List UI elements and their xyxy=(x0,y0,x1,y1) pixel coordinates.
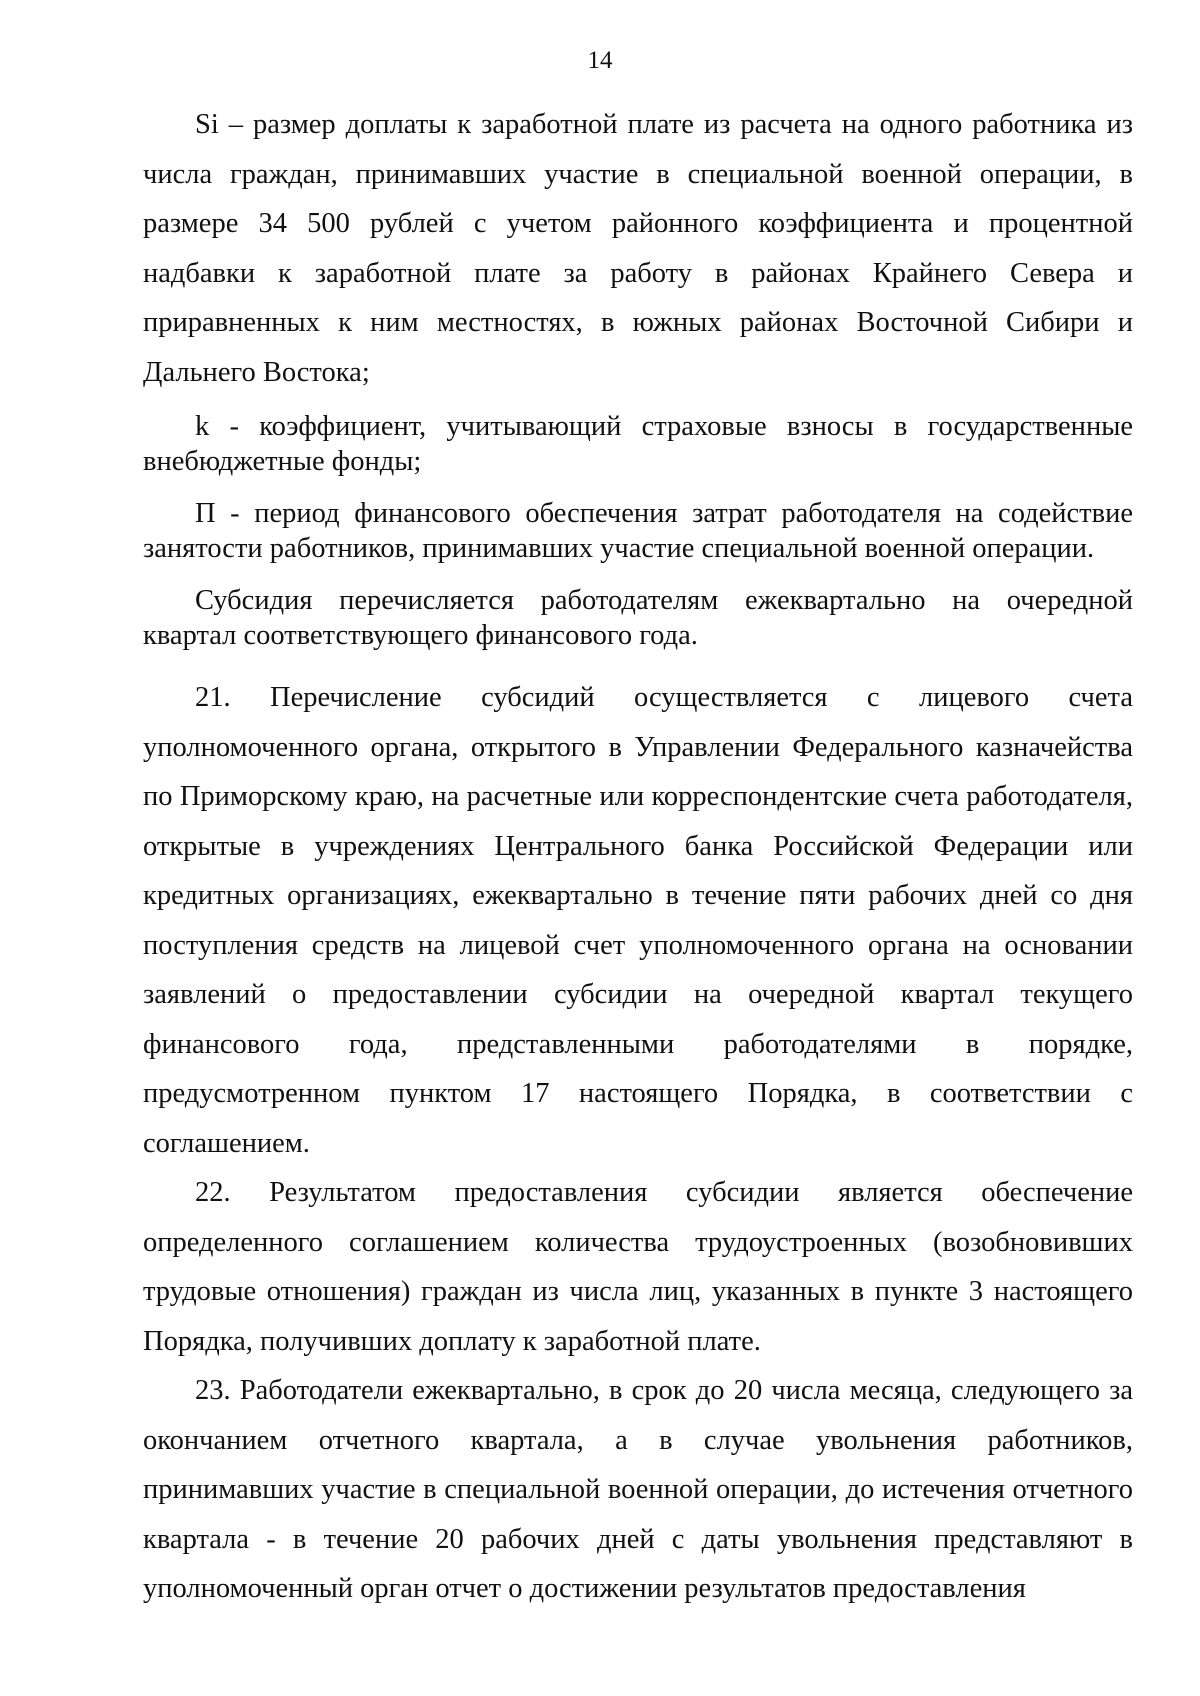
document-body xyxy=(143,100,1133,1614)
paragraph-si-definition: Si – размер доплаты к заработной плате из расчета на одного работника из числа граждан, принимавших участие в специальной военной операции, в размере 34 500 рублей с учетом районного коэффициента и процентной надбавки к заработной плате за работу в районах Крайнего Севера и приравненных к ним местностях, в южных районах Восточной Сибири и Дальнего Востока; xyxy=(143,109,1133,388)
paragraph-subsidy-transfer: Субсидия перечисляется работодателям ежеквартально на очередной квартал соответствующего финансового года. xyxy=(143,585,1133,651)
paragraph-k-definition: k - коэффициент, учитывающий страховые взносы в государственные внебюджетные фонды; xyxy=(143,411,1133,477)
page-number: 14 xyxy=(587,47,613,74)
paragraph-item-22: 22. Результатом предоставления субсидии является обеспечение определенного соглашением количества трудоустроенных (возобновивших трудовые отношения) граждан из числа лиц, указанных в пункте 3 настоящего Порядка, получивших доплату к заработной плате. xyxy=(143,1177,1133,1357)
paragraph-item-21: 21. Перечисление субсидий осуществляется с лицевого счета уполномоченного органа, открытого в Управлении Федерального казначейства по Приморскому краю, на расчетные или корреспондентские счета работодателя, открытые в учреждениях Центрального банка Российской Федерации или кредитных организациях, ежеквартально в течение пяти рабочих дней со дня поступления средств на лицевой счет уполномоченного органа на основании заявлений о предоставлении субсидии на очередной квартал текущего финансового года, представленными работодателями в порядке, предусмотренном пунктом 17 настоящего Порядка, в соответствии с соглашением. xyxy=(143,682,1133,1159)
paragraph-item-23: 23. Работодатели ежеквартально, в срок до 20 числа месяца, следующего за окончанием отчетного квартала, а в случае увольнения работников, принимавших участие в специальной военной операции, до истечения отчетного квартала - в течение 20 рабочих дней с даты увольнения представляют в уполномоченный орган отчет о достижении результатов предоставления xyxy=(143,1375,1133,1604)
paragraph-p-definition: П - период финансового обеспечения затрат работодателя на содействие занятости работников, принимавших участие специальной военной операции. xyxy=(143,498,1133,564)
